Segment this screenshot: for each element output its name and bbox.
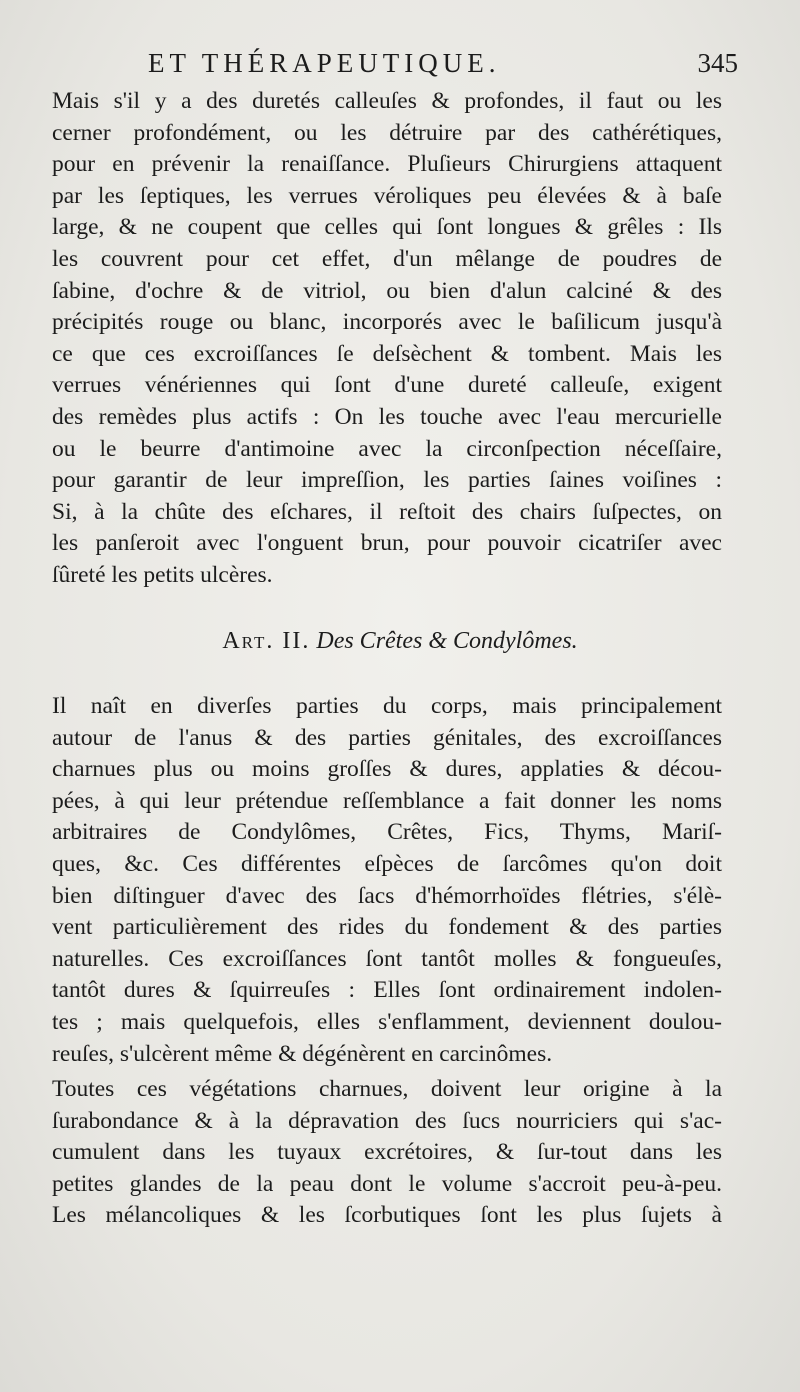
- text-line: pées, à qui leur prétendue reſſemblance a fait donner les noms: [52, 787, 722, 814]
- section-title: Des Crêtes & Condylômes.: [316, 628, 578, 654]
- text-line: reuſes, s'ulcèrent même & dégénèrent en carcinômes.: [52, 1040, 553, 1067]
- text-line: arbitraires de Condylômes, Crêtes, Fics, Thyms, Mariſ-: [52, 819, 722, 846]
- running-title: ET THÉRAPEUTIQUE.: [148, 48, 501, 78]
- paragraph-1: [52, 86, 722, 592]
- text-line: ques, &c. Ces différentes eſpèces de ſarcômes qu'on doit: [52, 850, 722, 877]
- text-line: des remèdes plus actifs : On les touche avec l'eau mercurielle: [52, 403, 722, 430]
- text-line: pour garantir de leur impreſſion, les parties ſaines voiſines :: [52, 467, 722, 494]
- text-line: autour de l'anus & des parties génitales, des excroiſſances: [52, 724, 722, 751]
- text-line: ſurabondance & à la dépravation des ſucs nourriciers qui s'ac-: [52, 1107, 722, 1134]
- text-line: les panſeroit avec l'onguent brun, pour pouvoir cicatriſer avec: [52, 530, 722, 557]
- text-line: naturelles. Ces excroiſſances ſont tantôt molles & fongueuſes,: [52, 945, 722, 972]
- text-line: petites glandes de la peau dont le volume s'accroit peu-à-peu.: [52, 1170, 722, 1197]
- text-line: Il naît en diverſes parties du corps, mais principalement: [52, 693, 722, 719]
- text-line: tantôt dures & ſquirreuſes : Elles ſont ordinairement indolen-: [52, 977, 722, 1004]
- text-line: vent particulièrement des rides du fondement & des parties: [52, 914, 722, 941]
- text-line: ou le beurre d'antimoine avec la circonſpection néceſſaire,: [52, 435, 722, 462]
- text-line: large, & ne coupent que celles qui ſont longues & grêles : Ils: [52, 214, 722, 241]
- text-line: bien diſtinguer d'avec des ſacs d'hémorrhoïdes flétries, s'élè-: [52, 882, 722, 909]
- text-line: Les mélancoliques & les ſcorbutiques ſont les plus ſujets à: [52, 1202, 722, 1229]
- article-label: Art. II.: [222, 628, 311, 654]
- text-line: précipités rouge ou blanc, incorporés avec le baſilicum jusqu'à: [52, 309, 722, 336]
- text-line: charnues plus ou moins groſſes & dures, applaties & décou-: [52, 756, 722, 783]
- text-line: ſûreté les petits ulcères.: [52, 561, 273, 588]
- text-line: les couvrent pour cet effet, d'un mêlange de poudres de: [52, 245, 722, 272]
- text-line: ce que ces excroiſſances ſe deſsèchent & tombent. Mais les: [52, 340, 722, 367]
- page-number: 345: [697, 48, 738, 78]
- text-line: par les ſeptiques, les verrues véroliques peu élevées & à baſe: [52, 182, 722, 209]
- text-line: Mais s'il y a des duretés calleuſes & profondes, il faut ou les: [52, 88, 722, 114]
- text-line: pour en prévenir la renaiſſance. Pluſieurs Chirurgiens attaquent: [52, 151, 722, 178]
- paragraph-3: [52, 1074, 722, 1232]
- text-line: Si, à la chûte des eſchares, il reſtoit des chairs ſuſpectes, on: [52, 498, 722, 525]
- text-line: cerner profondément, ou les détruire par des cathérétiques,: [52, 119, 722, 146]
- text-line: verrues vénériennes qui ſont d'une dureté calleuſe, exigent: [52, 372, 722, 399]
- text-line: ſabine, d'ochre & de vitriol, ou bien d'alun calciné & des: [52, 277, 722, 304]
- text-line: tes ; mais quelquefois, elles s'enflamment, deviennent doulou-: [52, 1008, 722, 1035]
- paragraph-2: [52, 691, 722, 1070]
- text-line: cumulent dans les tuyaux excrétoires, & ſur-tout dans les: [52, 1139, 722, 1166]
- section-heading: [0, 628, 800, 655]
- text-line: Toutes ces végétations charnues, doivent leur origine à la: [52, 1076, 722, 1102]
